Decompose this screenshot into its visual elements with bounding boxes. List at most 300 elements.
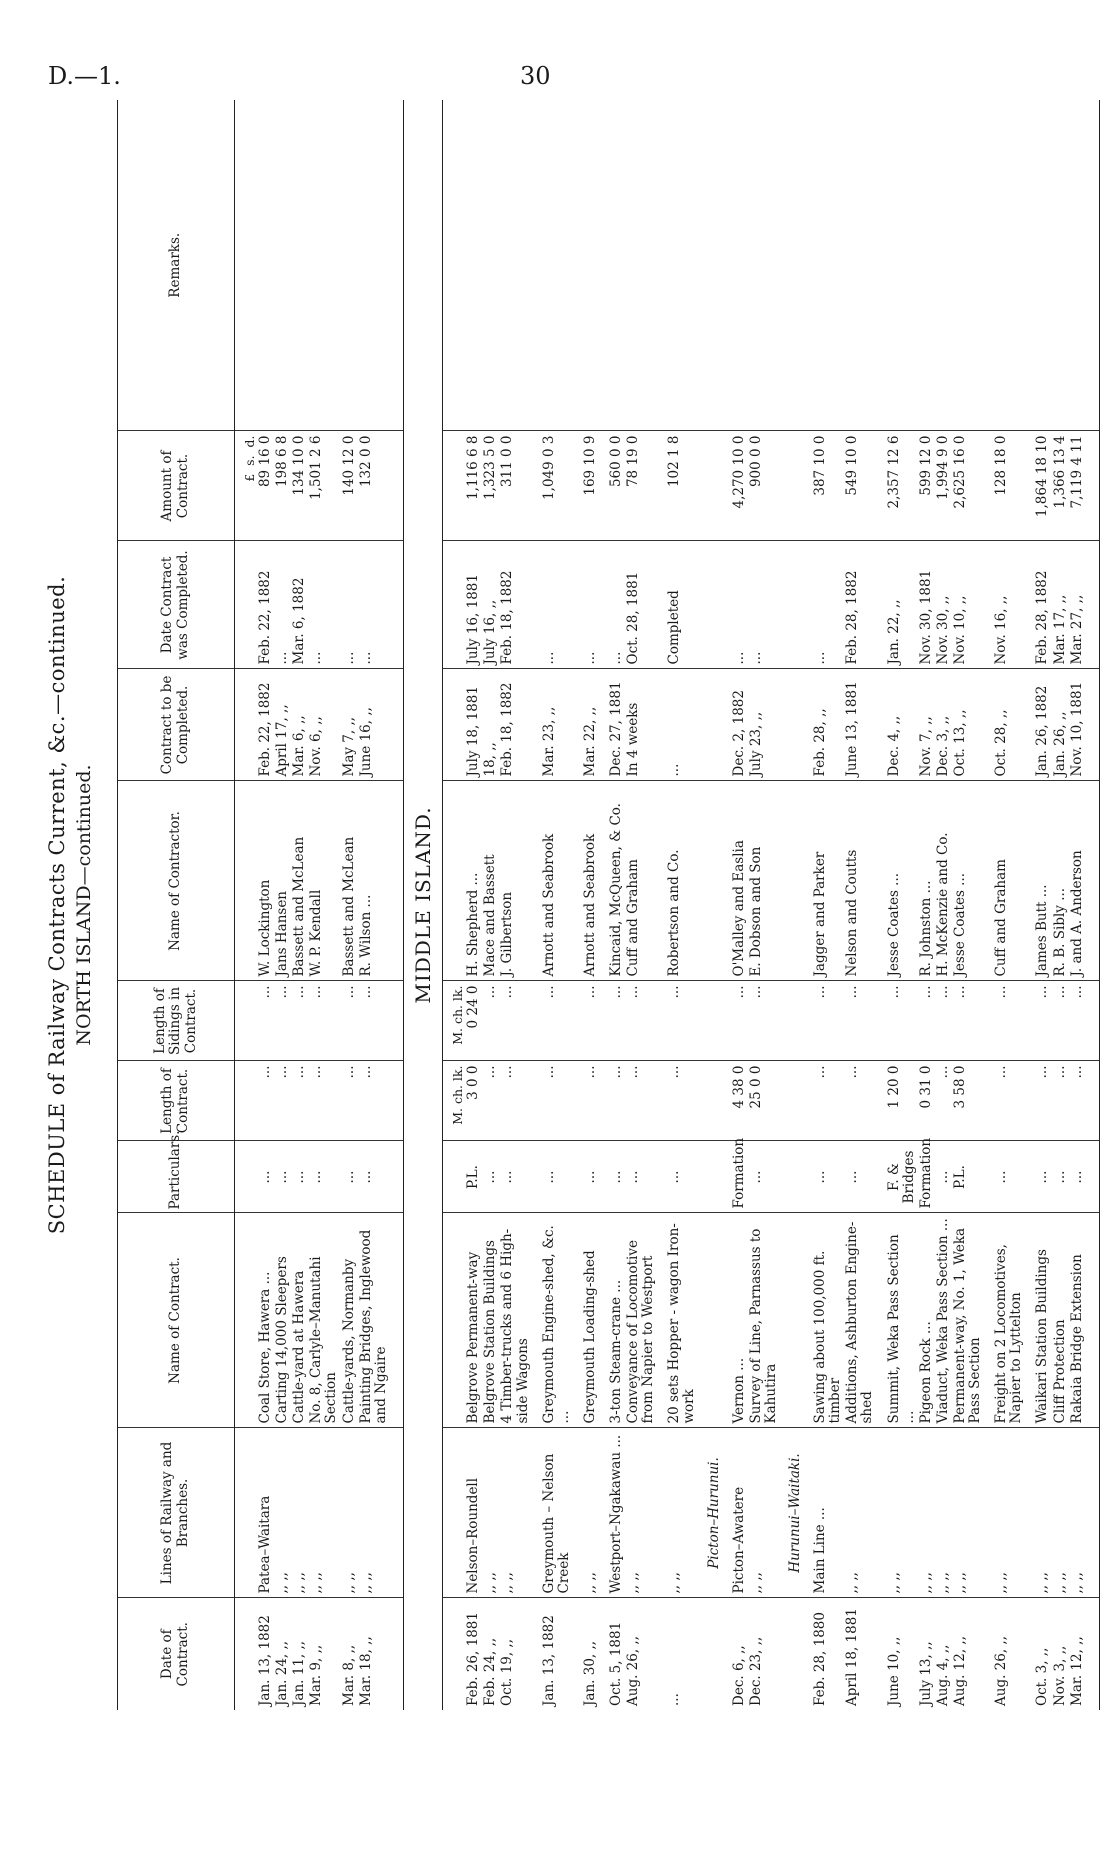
cell-line: ,, ,, (1025, 1428, 1051, 1598)
units-row (235, 100, 258, 1710)
cell-date: Mar. 12, ,, (1069, 1598, 1100, 1710)
table-row (573, 100, 599, 1710)
units-cell (443, 1598, 466, 1710)
column-header: Particulars. (118, 1141, 235, 1213)
cell-particulars: F. & Bridges (877, 1141, 918, 1213)
units-cell (443, 1428, 466, 1598)
subheading-cell (699, 1598, 722, 1710)
cell-remarks (532, 100, 573, 431)
cell-sidings: ... (1069, 981, 1100, 1061)
cell-contractor: E. Dobson and Son (748, 781, 780, 981)
cell-completed: ... (573, 541, 599, 669)
cell-sidings: ... (358, 981, 404, 1061)
cell-sidings: ... (748, 981, 780, 1061)
cell-name: Belgrove Station Buildings (482, 1213, 499, 1428)
cell-length: ... (257, 1061, 274, 1141)
cell-amount: 2,357 12 6 (877, 431, 918, 541)
cell-date: Aug. 12, ,, (952, 1635, 968, 1706)
cell-contractor: Robertson and Co. (657, 781, 698, 981)
cell-name: Greymouth Loading-shed (573, 1213, 599, 1428)
cell-name: 20 sets Hopper - wagon Iron-work (657, 1213, 698, 1428)
subheading-row (780, 100, 803, 1710)
cell-contractor: R. Wilson ... (358, 781, 404, 981)
cell-completed: ... (358, 541, 404, 669)
subheading-cell (780, 981, 803, 1061)
subheading-cell: Hurunui–Waitaki. (780, 1428, 803, 1598)
cell-remarks (722, 100, 748, 431)
cell-particulars: ... (1025, 1141, 1051, 1213)
cell-particulars: ... (573, 1141, 599, 1213)
cell-amount: 89 16 0 (257, 431, 274, 541)
cell-contractor: Bassett and McLean (341, 781, 358, 981)
cell-remarks (308, 100, 340, 431)
table-row (1069, 100, 1100, 1710)
cell-line: Westport–Ngakawau ... (599, 1428, 625, 1598)
cell-amount: 169 10 9 (573, 431, 599, 541)
cell-remarks (935, 100, 952, 431)
cell-sidings: ... (844, 981, 876, 1061)
table-row (935, 100, 952, 1710)
cell-due: Nov. 6, ,, (308, 669, 340, 781)
header-row (118, 100, 235, 1710)
cell-particulars: ... (1069, 1141, 1100, 1213)
cell-completed: Feb. 22, 1882 (257, 541, 274, 669)
cell-line: ,, ,, (984, 1428, 1025, 1598)
cell-due: 18, ,, (482, 669, 499, 781)
subheading-cell (699, 1061, 722, 1141)
header-ref: D.—1. (48, 62, 121, 90)
cell-contractor: Arnott and Seabrook (532, 781, 573, 981)
cell-line: Picton–Awatere (722, 1428, 748, 1598)
cell-due: June 16, ,, (358, 669, 404, 781)
cell-length: ... (499, 1061, 531, 1141)
table-row (291, 100, 308, 1710)
subheading-cell (780, 669, 803, 781)
cell-line: ,, ,, (274, 1428, 291, 1598)
table-row (877, 100, 918, 1710)
cell-remarks (748, 100, 780, 431)
cell-sidings: ... (482, 981, 499, 1061)
cell-length: ... (625, 1061, 657, 1141)
cell-due: Feb. 22, 1882 (257, 669, 274, 781)
cell-amount: 132 0 0 (358, 431, 404, 541)
column-header: Lines of Railway and Branches. (118, 1428, 235, 1598)
units-cell: M. ch. lk. (443, 981, 466, 1061)
cell-remarks (274, 100, 291, 431)
column-header: Length of Sidings in Contract. (118, 981, 235, 1061)
cell-completed: ... (599, 541, 625, 669)
subheading-cell (699, 100, 722, 431)
cell-particulars: ... (341, 1141, 358, 1213)
cell-line: ,, ,, (952, 1428, 984, 1598)
units-cell (443, 1141, 466, 1213)
cell-amount: 1,864 18 10 (1025, 431, 1051, 541)
cell-completed: Mar. 6, 1882 (291, 541, 308, 669)
cell-line: ,, ,, (877, 1428, 918, 1598)
cell-sidings: 0 24 0 (465, 981, 482, 1061)
cell-date: Dec. 6, ,, (730, 1645, 747, 1706)
cell-due: Dec. 2, 1882 (722, 669, 748, 781)
cell-name: Pigeon Rock ... (918, 1213, 935, 1428)
cell-name: Freight on 2 Locomotives, Napier to Lyttelton (984, 1213, 1025, 1428)
cell-date: Jan. 13, 1882 (540, 1615, 557, 1706)
subheading-cell (780, 431, 803, 541)
cell-name: No. 8, Carlyle–Manutahi Section (308, 1213, 340, 1428)
subheading-row (699, 100, 722, 1710)
cell-contractor: W. Lockington (257, 781, 274, 981)
cell-completed: Oct. 28, 1881 (625, 541, 657, 669)
cell-length: ... (341, 1061, 358, 1141)
cell-sidings: ... (274, 981, 291, 1061)
column-header: Length of Contract. (118, 1061, 235, 1141)
cell-due: May 7, ,, (341, 669, 358, 781)
cell-due: July 23, ,, (748, 669, 780, 781)
cell-line: Nelson–Roundell (465, 1428, 482, 1598)
units-cell (443, 781, 466, 981)
cell-contractor: J. Gilbertson (499, 781, 531, 981)
subheading-cell (780, 1141, 803, 1213)
cell-due: Feb. 28, ,, (803, 669, 844, 781)
cell-sidings: ... (935, 981, 952, 1061)
units-cell (235, 1213, 258, 1428)
cell-remarks (341, 100, 358, 431)
column-header: Name of Contract. (118, 1213, 235, 1428)
cell-date: Aug. 4, ,, (934, 1644, 951, 1706)
cell-contractor: Mace and Bassett (482, 781, 499, 981)
cell-sidings: ... (877, 981, 918, 1061)
cell-completed: Feb. 28, 1882 (1025, 541, 1051, 669)
cell-length: 1 20 0 (877, 1061, 918, 1141)
cell-line: Greymouth – Nelson Creek (532, 1428, 573, 1598)
cell-contractor: H. Shepherd ... (465, 781, 482, 981)
cell-particulars: ... (1052, 1141, 1069, 1213)
cell-sidings: ... (499, 981, 531, 1061)
cell-particulars: Formation (722, 1141, 748, 1213)
cell-due: June 13, 1881 (844, 669, 876, 781)
subheading-cell (699, 431, 722, 541)
cell-date: Jan. 11, ,, (291, 1640, 308, 1706)
cell-due: Dec. 3, ,, (935, 669, 952, 781)
section-heading: MIDDLE ISLAND. (403, 100, 442, 1710)
cell-date: Oct. 5, 1881 (608, 1621, 625, 1706)
cell-line: Patea–Waitara (257, 1428, 274, 1598)
cell-completed: July 16, ,, (482, 541, 499, 669)
cell-name: Viaduct, Weka Pass Section ... (935, 1213, 952, 1428)
cell-contractor: R. B. Sibly ... (1052, 781, 1069, 981)
schedule-title: SCHEDULE of Railway Contracts Current, &c.—continued. (45, 575, 69, 1235)
subheading-cell (780, 1598, 803, 1710)
cell-date: Mar. 18, ,, (358, 1598, 404, 1710)
cell-contractor: Jesse Coates ... (877, 781, 918, 981)
cell-amount: 7,119 4 11 (1069, 431, 1100, 541)
cell-length: ... (1069, 1061, 1100, 1141)
cell-contractor: W. P. Kendall (308, 781, 340, 981)
cell-name: Cliff Protection (1052, 1213, 1069, 1428)
cell-amount: 311 0 0 (499, 431, 531, 541)
cell-length: ... (532, 1061, 573, 1141)
cell-due: Oct. 13, ,, (952, 669, 984, 781)
cell-line: ,, ,, (482, 1428, 499, 1598)
cell-amount: 78 19 0 (625, 431, 657, 541)
cell-completed: Jan. 22, ,, (877, 541, 918, 669)
cell-line: ,, ,, (1069, 1428, 1100, 1598)
cell-due: Dec. 27, 1881 (599, 669, 625, 781)
units-row (443, 100, 466, 1710)
cell-completed: ... (341, 541, 358, 669)
cell-contractor: Bassett and McLean (291, 781, 308, 981)
cell-length: ... (1052, 1061, 1069, 1141)
cell-line: ,, ,, (844, 1428, 876, 1598)
cell-amount: 134 10 0 (291, 431, 308, 541)
cell-particulars: ... (657, 1141, 698, 1213)
cell-line: ,, ,, (657, 1428, 698, 1598)
cell-date: June 10, ,, (885, 1636, 902, 1706)
cell-remarks (1069, 100, 1100, 431)
cell-name: Conveyance of Locomotive from Napier to Westport (625, 1213, 657, 1428)
cell-particulars: ... (532, 1141, 573, 1213)
cell-length: ... (935, 1061, 952, 1141)
units-cell (235, 981, 258, 1061)
cell-contractor: Cuff and Graham (625, 781, 657, 981)
cell-sidings: ... (573, 981, 599, 1061)
cell-length: ... (803, 1061, 844, 1141)
cell-remarks (625, 100, 657, 431)
cell-length: 0 31 0 (918, 1061, 935, 1141)
cell-contractor: H. McKenzie and Co. (935, 781, 952, 981)
cell-due: April 17, ,, (274, 669, 291, 781)
cell-particulars: ... (291, 1141, 308, 1213)
subheading-cell (699, 781, 722, 981)
cell-name: Survey of Line, Parnassus to Kahutira (748, 1213, 780, 1428)
subheading-cell (699, 1141, 722, 1213)
cell-date: Nov. 3, ,, (1051, 1645, 1068, 1706)
cell-due: In 4 weeks (625, 669, 657, 781)
cell-sidings: ... (657, 981, 698, 1061)
cell-name: Painting Bridges, Inglewood and Ngaire (358, 1213, 404, 1428)
cell-name: Permanent-way, No. 1, Weka Pass Section (952, 1213, 984, 1428)
table-row (482, 100, 499, 1710)
cell-completed: Mar. 17, ,, (1052, 541, 1069, 669)
cell-amount: 560 0 0 (599, 431, 625, 541)
cell-contractor: R. Johnston ... (918, 781, 935, 981)
cell-amount: 198 6 8 (274, 431, 291, 541)
cell-completed: ... (274, 541, 291, 669)
units-cell (235, 1061, 258, 1141)
cell-particulars: ... (499, 1141, 531, 1213)
cell-name: 3-ton Steam-crane ... (599, 1213, 625, 1428)
cell-name: Sawing about 100,000 ft. timber (803, 1213, 844, 1428)
contracts-table (117, 100, 1100, 1710)
cell-length: 4 38 0 (722, 1061, 748, 1141)
cell-date: Jan. 24, ,, (274, 1640, 291, 1706)
table-row (748, 100, 780, 1710)
column-header: Amount of Contract. (118, 431, 235, 541)
cell-due: Mar. 6, ,, (291, 669, 308, 781)
cell-name: Summit, Weka Pass Section ... (877, 1213, 918, 1428)
cell-particulars: ... (482, 1141, 499, 1213)
cell-remarks (499, 100, 531, 431)
cell-name: Additions, Ashburton Engine-shed (844, 1213, 876, 1428)
cell-sidings: ... (803, 981, 844, 1061)
cell-date: Feb. 28, 1880 (812, 1612, 829, 1706)
cell-remarks (257, 100, 274, 431)
cell-due: Nov. 10, 1881 (1069, 669, 1100, 781)
units-cell (443, 669, 466, 781)
cell-due: ... (657, 669, 698, 781)
cell-name: Coal Store, Hawera ... (257, 1213, 274, 1428)
cell-particulars: P.L. (465, 1141, 482, 1213)
cell-sidings: ... (1052, 981, 1069, 1061)
cell-amount: 1,366 13 4 (1052, 431, 1069, 541)
cell-date: Aug. 26, ,, (625, 1635, 642, 1706)
table-row (308, 100, 340, 1710)
cell-remarks (1052, 100, 1069, 431)
cell-length: 25 0 0 (748, 1061, 780, 1141)
cell-particulars: Formation (918, 1141, 935, 1213)
cell-remarks (918, 100, 935, 431)
cell-date: Aug. 26, ,, (993, 1635, 1010, 1706)
cell-contractor: Cuff and Graham (984, 781, 1025, 981)
cell-date: July 13, ,, (917, 1641, 934, 1706)
cell-length: 3 0 0 (465, 1061, 482, 1141)
cell-name: Rakaia Bridge Extension (1069, 1213, 1100, 1428)
cell-due: Mar. 23, ,, (532, 669, 573, 781)
cell-date: Oct. 3, ,, (1034, 1647, 1051, 1706)
cell-sidings: ... (952, 981, 984, 1061)
cell-due: Mar. 22, ,, (573, 669, 599, 781)
units-cell (443, 1213, 466, 1428)
cell-particulars: ... (599, 1141, 625, 1213)
cell-length: ... (984, 1061, 1025, 1141)
table-row (984, 100, 1025, 1710)
cell-due: Feb. 18, 1882 (499, 669, 531, 781)
cell-date: ... (666, 1693, 683, 1706)
cell-length: ... (844, 1061, 876, 1141)
cell-contractor: Kincaid, McQueen, & Co. (599, 781, 625, 981)
cell-remarks (573, 100, 599, 431)
cell-amount: 900 0 0 (748, 431, 780, 541)
cell-amount: 140 12 0 (341, 431, 358, 541)
units-cell: M. ch. lk. (443, 1061, 466, 1141)
section-heading-row (403, 100, 442, 1710)
column-header: Contract to be Completed. (118, 669, 235, 781)
cell-contractor: Jesse Coates ... (952, 781, 984, 981)
cell-sidings: ... (291, 981, 308, 1061)
cell-completed: ... (803, 541, 844, 669)
cell-sidings: ... (341, 981, 358, 1061)
cell-remarks (291, 100, 308, 431)
table-row (844, 100, 876, 1710)
cell-line: Main Line ... (803, 1428, 844, 1598)
schedule-subtitle: NORTH ISLAND—continued. (73, 764, 95, 1046)
cell-length: ... (308, 1061, 340, 1141)
cell-amount: 549 10 0 (844, 431, 876, 541)
cell-amount: 1,994 9 0 (935, 431, 952, 541)
cell-remarks (599, 100, 625, 431)
subheading-cell (699, 981, 722, 1061)
cell-line: ,, ,, (358, 1428, 404, 1598)
cell-length: ... (1025, 1061, 1051, 1141)
cell-line: ,, ,, (625, 1428, 657, 1598)
cell-sidings: ... (308, 981, 340, 1061)
cell-particulars: ... (748, 1141, 780, 1213)
subheading-cell (780, 781, 803, 981)
cell-line: ,, ,, (918, 1428, 935, 1598)
cell-completed: July 16, 1881 (465, 541, 482, 669)
units-cell (235, 669, 258, 781)
units-cell (235, 1428, 258, 1598)
cell-name: Vernon ... (722, 1213, 748, 1428)
cell-remarks (877, 100, 918, 431)
cell-name: Carting 14,000 Sleepers (274, 1213, 291, 1428)
page-number: 30 (520, 62, 551, 90)
cell-contractor: Nelson and Coutts (844, 781, 876, 981)
cell-line: ,, ,, (308, 1428, 340, 1598)
cell-remarks (358, 100, 404, 431)
cell-completed: Feb. 18, 1882 (499, 541, 531, 669)
cell-particulars: ... (844, 1141, 876, 1213)
cell-line: ,, ,, (499, 1428, 531, 1598)
table-row (1052, 100, 1069, 1710)
cell-remarks (1025, 100, 1051, 431)
column-header: Name of Contractor. (118, 781, 235, 981)
units-cell (443, 541, 466, 669)
units-cell (443, 100, 466, 431)
cell-due: Nov. 7, ,, (918, 669, 935, 781)
cell-remarks (482, 100, 499, 431)
cell-completed: Nov. 30, 1881 (918, 541, 935, 669)
cell-particulars: P.L. (952, 1141, 984, 1213)
cell-length: ... (573, 1061, 599, 1141)
cell-date: Dec. 23, ,, (747, 1636, 764, 1706)
subheading-cell (780, 100, 803, 431)
table-row (532, 100, 573, 1710)
table-row (274, 100, 291, 1710)
cell-particulars: ... (257, 1141, 274, 1213)
cell-completed: ... (722, 541, 748, 669)
schedule-titles (45, 100, 95, 1710)
cell-sidings: ... (625, 981, 657, 1061)
cell-contractor: O'Malley and Easlia (722, 781, 748, 981)
cell-name: 4 Timber-trucks and 6 High-side Wagons (499, 1213, 531, 1428)
subheading-cell (699, 541, 722, 669)
cell-particulars: ... (984, 1141, 1025, 1213)
cell-due: Dec. 4, ,, (877, 669, 918, 781)
column-header: Date Contract was Completed. (118, 541, 235, 669)
table-row (625, 100, 657, 1710)
cell-length: ... (358, 1061, 404, 1141)
cell-date: Oct. 19, ,, (499, 1639, 516, 1706)
cell-amount: 2,625 16 0 (952, 431, 984, 541)
cell-name: Greymouth Engine-shed, &c. ... (532, 1213, 573, 1428)
cell-length: 3 58 0 (952, 1061, 984, 1141)
table-row (803, 100, 844, 1710)
cell-line: ,, ,, (748, 1428, 780, 1598)
table-row (358, 100, 404, 1710)
cell-line: ,, ,, (573, 1428, 599, 1598)
table-row (657, 100, 698, 1710)
subheading-cell: Picton–Hurunui. (699, 1428, 722, 1598)
column-header: Date of Contract. (118, 1598, 235, 1710)
cell-remarks (803, 100, 844, 431)
cell-line: ,, ,, (935, 1428, 952, 1598)
units-cell (235, 1141, 258, 1213)
subheading-cell (699, 1213, 722, 1428)
cell-date: Feb. 24, ,, (482, 1637, 499, 1706)
table-row (465, 100, 482, 1710)
cell-date: Feb. 26, 1881 (465, 1612, 482, 1706)
cell-completed: ... (532, 541, 573, 669)
